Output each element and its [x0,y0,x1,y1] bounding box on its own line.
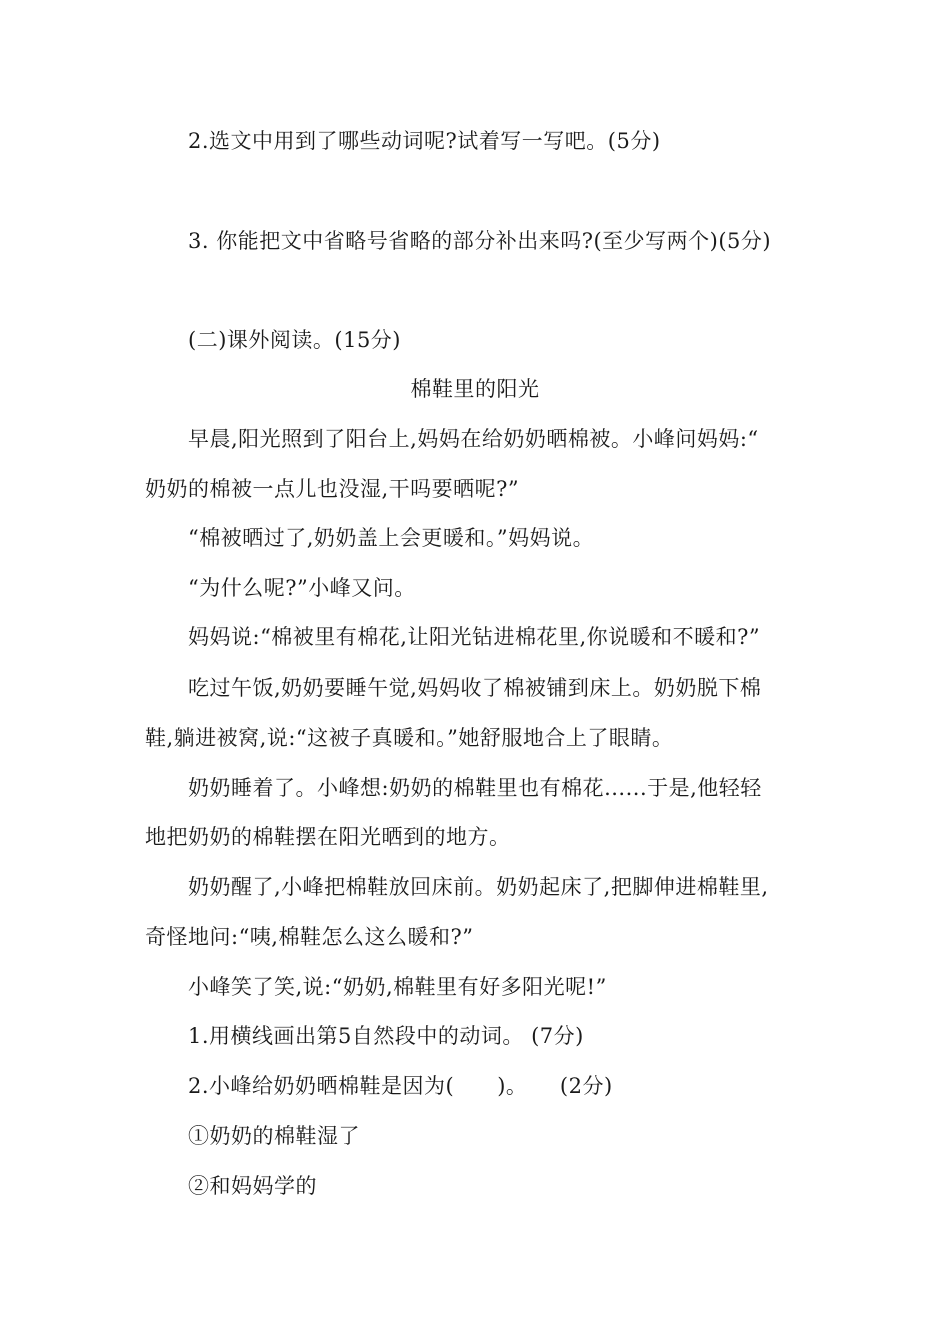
paragraph-8: 小峰笑了笑,说:“奶奶,棉鞋里有好多阳光呢!” [188,975,607,999]
paragraph-5-line-2: 鞋,躺进被窝,说:“这被子真暖和。”她舒服地合上了眼睛。 [145,726,674,750]
section-heading: (二)课外阅读。(15分) [188,328,401,352]
paragraph-7-line-2: 奇怪地问:“咦,棉鞋怎么这么暖和?” [145,925,474,949]
paragraph-1-line-1: 早晨,阳光照到了阳台上,妈妈在给奶奶晒棉被。小峰问妈妈:“ [188,427,759,451]
question-2-top: 2.选文中用到了哪些动词呢?试着写一写吧。(5分) [188,129,661,153]
paragraph-5-line-1: 吃过午饭,奶奶要睡午觉,妈妈收了棉被铺到床上。奶奶脱下棉 [188,676,762,700]
paragraph-2: “棉被晒过了,奶奶盖上会更暖和。”妈妈说。 [188,526,595,550]
paragraph-1-line-2: 奶奶的棉被一点儿也没湿,干吗要晒呢?” [145,477,520,501]
paragraph-3: “为什么呢?”小峰又问。 [188,576,416,600]
question-3-top: 3. 你能把文中省略号省略的部分补出来吗?(至少写两个)(5分) [188,229,772,253]
option-2: ②和妈妈学的 [188,1174,317,1198]
paragraph-6-line-2: 地把奶奶的棉鞋摆在阳光晒到的地方。 [145,825,511,849]
question-2-bottom: 2.小峰给奶奶晒棉鞋是因为( )。 (2分) [188,1074,613,1098]
paragraph-4: 妈妈说:“棉被里有棉花,让阳光钻进棉花里,你说暖和不暖和?” [188,625,761,649]
passage-title: 棉鞋里的阳光 [410,377,540,401]
paragraph-6-line-1: 奶奶睡着了。小峰想:奶奶的棉鞋里也有棉花......于是,他轻轻 [188,776,762,800]
question-1-bottom: 1.用横线画出第5自然段中的动词。 (7分) [188,1024,584,1048]
paragraph-7-line-1: 奶奶醒了,小峰把棉鞋放回床前。奶奶起床了,把脚伸进棉鞋里, [188,875,769,899]
option-1: ①奶奶的棉鞋湿了 [188,1124,360,1148]
